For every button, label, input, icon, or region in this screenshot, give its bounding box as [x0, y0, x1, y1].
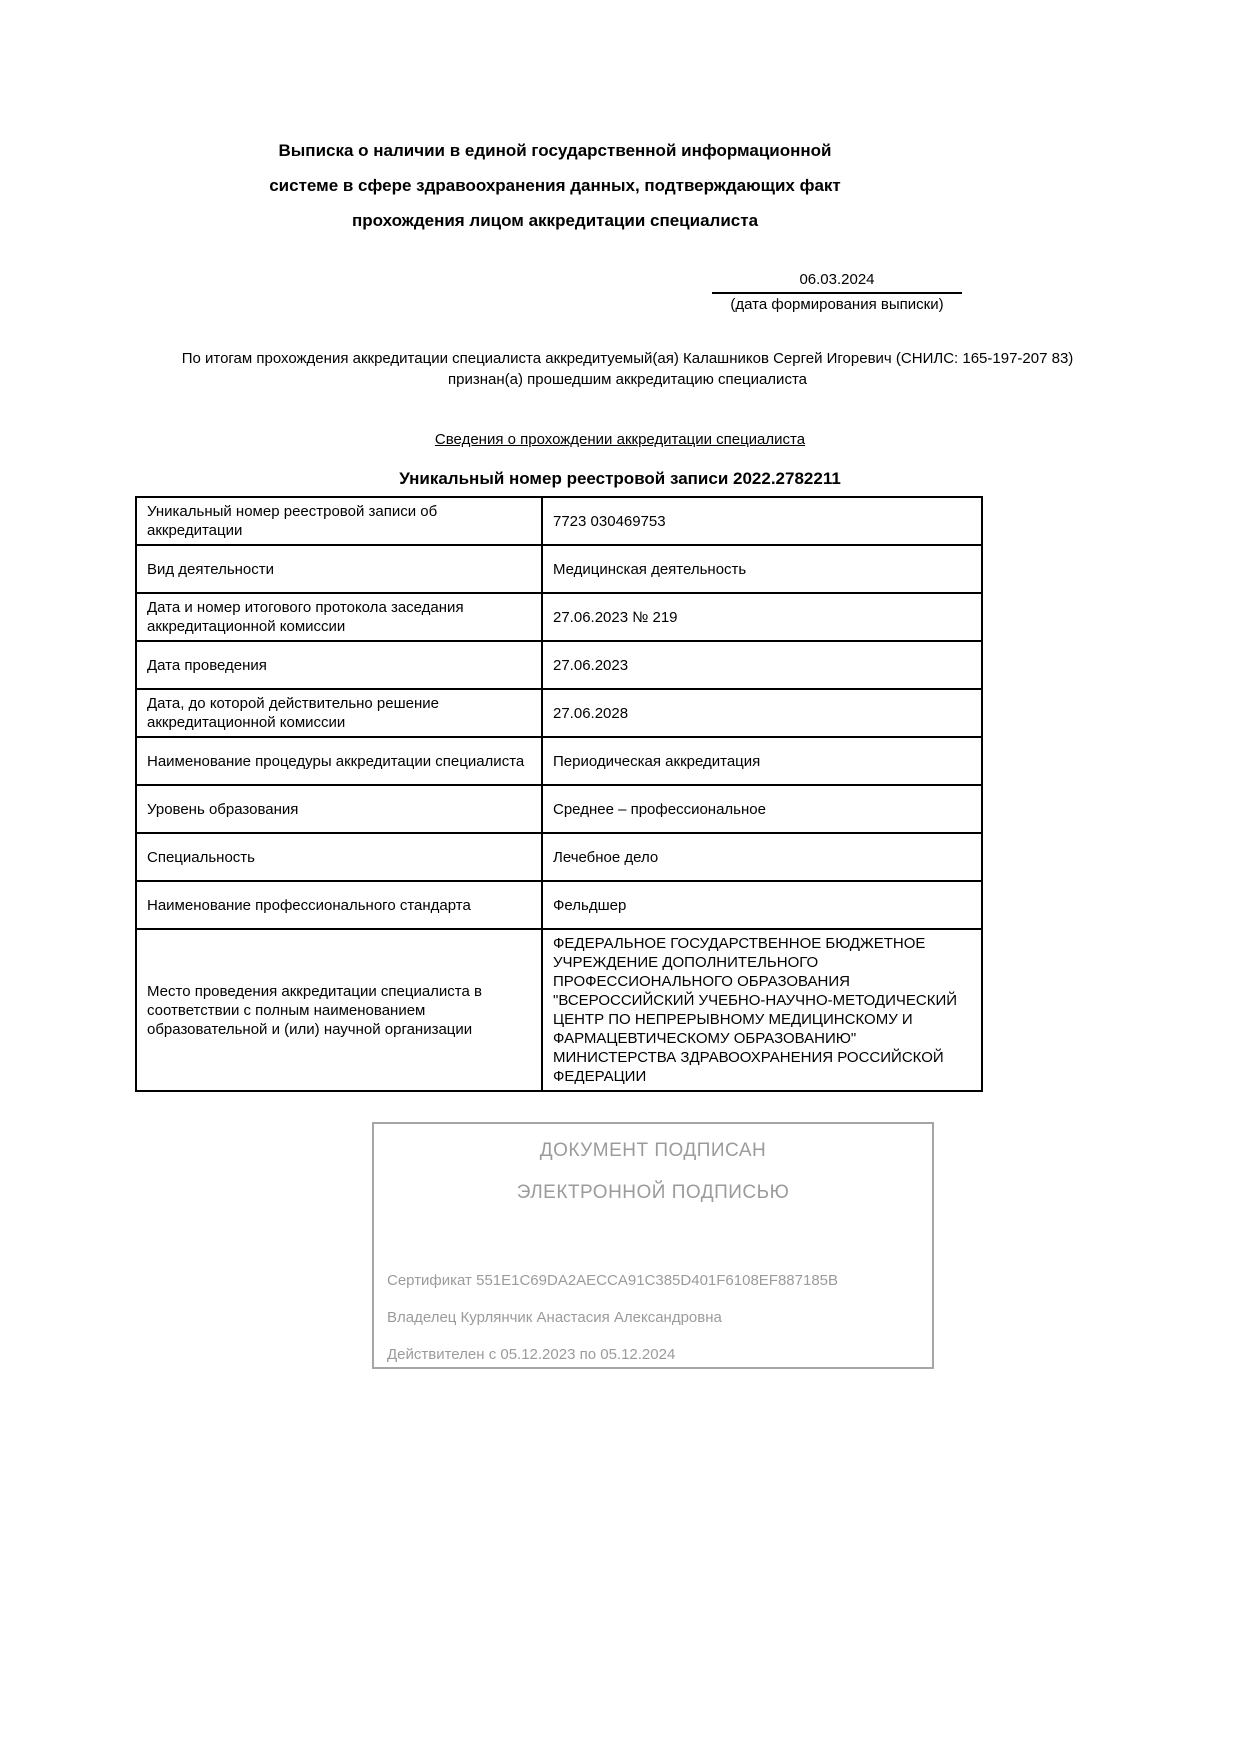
section-heading-underlined: Сведения о прохождении аккредитации специалиста — [434, 431, 806, 448]
table-row-value: Среднее – профессиональное — [542, 785, 982, 833]
table-row-value: Медицинская деятельность — [542, 545, 982, 593]
table-row — [136, 833, 982, 881]
table-row-label: Наименование процедуры аккредитации специалиста — [136, 737, 542, 785]
document-title — [135, 133, 975, 238]
document-title-line-2: системе в сфере здравоохранения данных, подтверждающих факт — [269, 176, 841, 195]
table-row-value: 27.06.2023 — [542, 641, 982, 689]
table-row-label: Дата, до которой действительно решение аккредитационной комиссии — [136, 689, 542, 737]
table-row-value: Периодическая аккредитация — [542, 737, 982, 785]
formation-date-caption: (дата формирования выписки) — [730, 296, 944, 313]
table-row — [136, 545, 982, 593]
table-row-label: Дата проведения — [136, 641, 542, 689]
signature-title-line-1: ДОКУМЕНТ ПОДПИСАН — [539, 1140, 767, 1161]
table-row-label: Специальность — [136, 833, 542, 881]
table-row — [136, 785, 982, 833]
signature-details — [374, 1271, 932, 1365]
table-row-value: 7723 030469753 — [542, 497, 982, 545]
signature-owner: Владелец Курлянчик Анастасия Александровна — [387, 1309, 722, 1326]
formation-date: 06.03.2024 — [712, 270, 962, 294]
table-row — [136, 641, 982, 689]
registry-number-heading: Уникальный номер реестровой записи 2022.2782211 — [399, 469, 841, 488]
intro-paragraph: По итогам прохождения аккредитации специалиста аккредитуемый(ая) Калашников Сергей Игоревич (СНИЛС: 165-197-207 83) признан(а) прошедшим аккредитацию специалиста — [181, 350, 1074, 388]
signature-validity: Действителен с 05.12.2023 по 05.12.2024 — [387, 1346, 676, 1363]
signature-title-line-2: ЭЛЕКТРОННОЙ ПОДПИСЬЮ — [516, 1182, 790, 1203]
table-row — [136, 929, 982, 1091]
table-row-label: Уровень образования — [136, 785, 542, 833]
table-row — [136, 881, 982, 929]
table-row-label: Наименование профессионального стандарта — [136, 881, 542, 929]
table-row-value: ФЕДЕРАЛЬНОЕ ГОСУДАРСТВЕННОЕ БЮДЖЕТНОЕ УЧРЕЖДЕНИЕ ДОПОЛНИТЕЛЬНОГО ПРОФЕССИОНАЛЬНОГО ОБРАЗОВАНИЯ "ВСЕРОССИЙСКИЙ УЧЕБНО-НАУЧНО-МЕТОДИЧЕСКИЙ ЦЕНТР ПО НЕПРЕРЫВНОМУ МЕДИЦИНСКОМУ И ФАРМАЦЕВТИЧЕСКОМУ ОБРАЗОВАНИЮ" МИНИСТЕРСТВА ЗДРАВООХРАНЕНИЯ РОССИЙСКОЙ ФЕДЕРАЦИИ — [542, 929, 982, 1091]
document-title-line-3: прохождения лицом аккредитации специалиста — [351, 211, 759, 230]
document-title-line-1: Выписка о наличии в единой государственной информационной — [278, 141, 832, 160]
accreditation-table-body — [136, 497, 982, 1091]
table-row-value: 27.06.2023 № 219 — [542, 593, 982, 641]
table-row-label: Место проведения аккредитации специалиста в соответствии с полным наименованием образовательной и (или) научной организации — [136, 929, 542, 1091]
table-row-label: Вид деятельности — [136, 545, 542, 593]
signature-box — [372, 1122, 934, 1369]
table-row-value: Фельдшер — [542, 881, 982, 929]
table-row — [136, 689, 982, 737]
accreditation-table — [135, 496, 983, 1092]
table-row — [136, 593, 982, 641]
table-row-value: Лечебное дело — [542, 833, 982, 881]
table-row — [136, 737, 982, 785]
table-row-label: Дата и номер итогового протокола заседания аккредитационной комиссии — [136, 593, 542, 641]
table-row-label: Уникальный номер реестровой записи об аккредитации — [136, 497, 542, 545]
table-row-value: 27.06.2028 — [542, 689, 982, 737]
table-row — [136, 497, 982, 545]
signature-certificate: Сертификат 551E1C69DA2AECCA91C385D401F6108EF887185B — [387, 1272, 839, 1289]
date-block — [712, 270, 962, 315]
